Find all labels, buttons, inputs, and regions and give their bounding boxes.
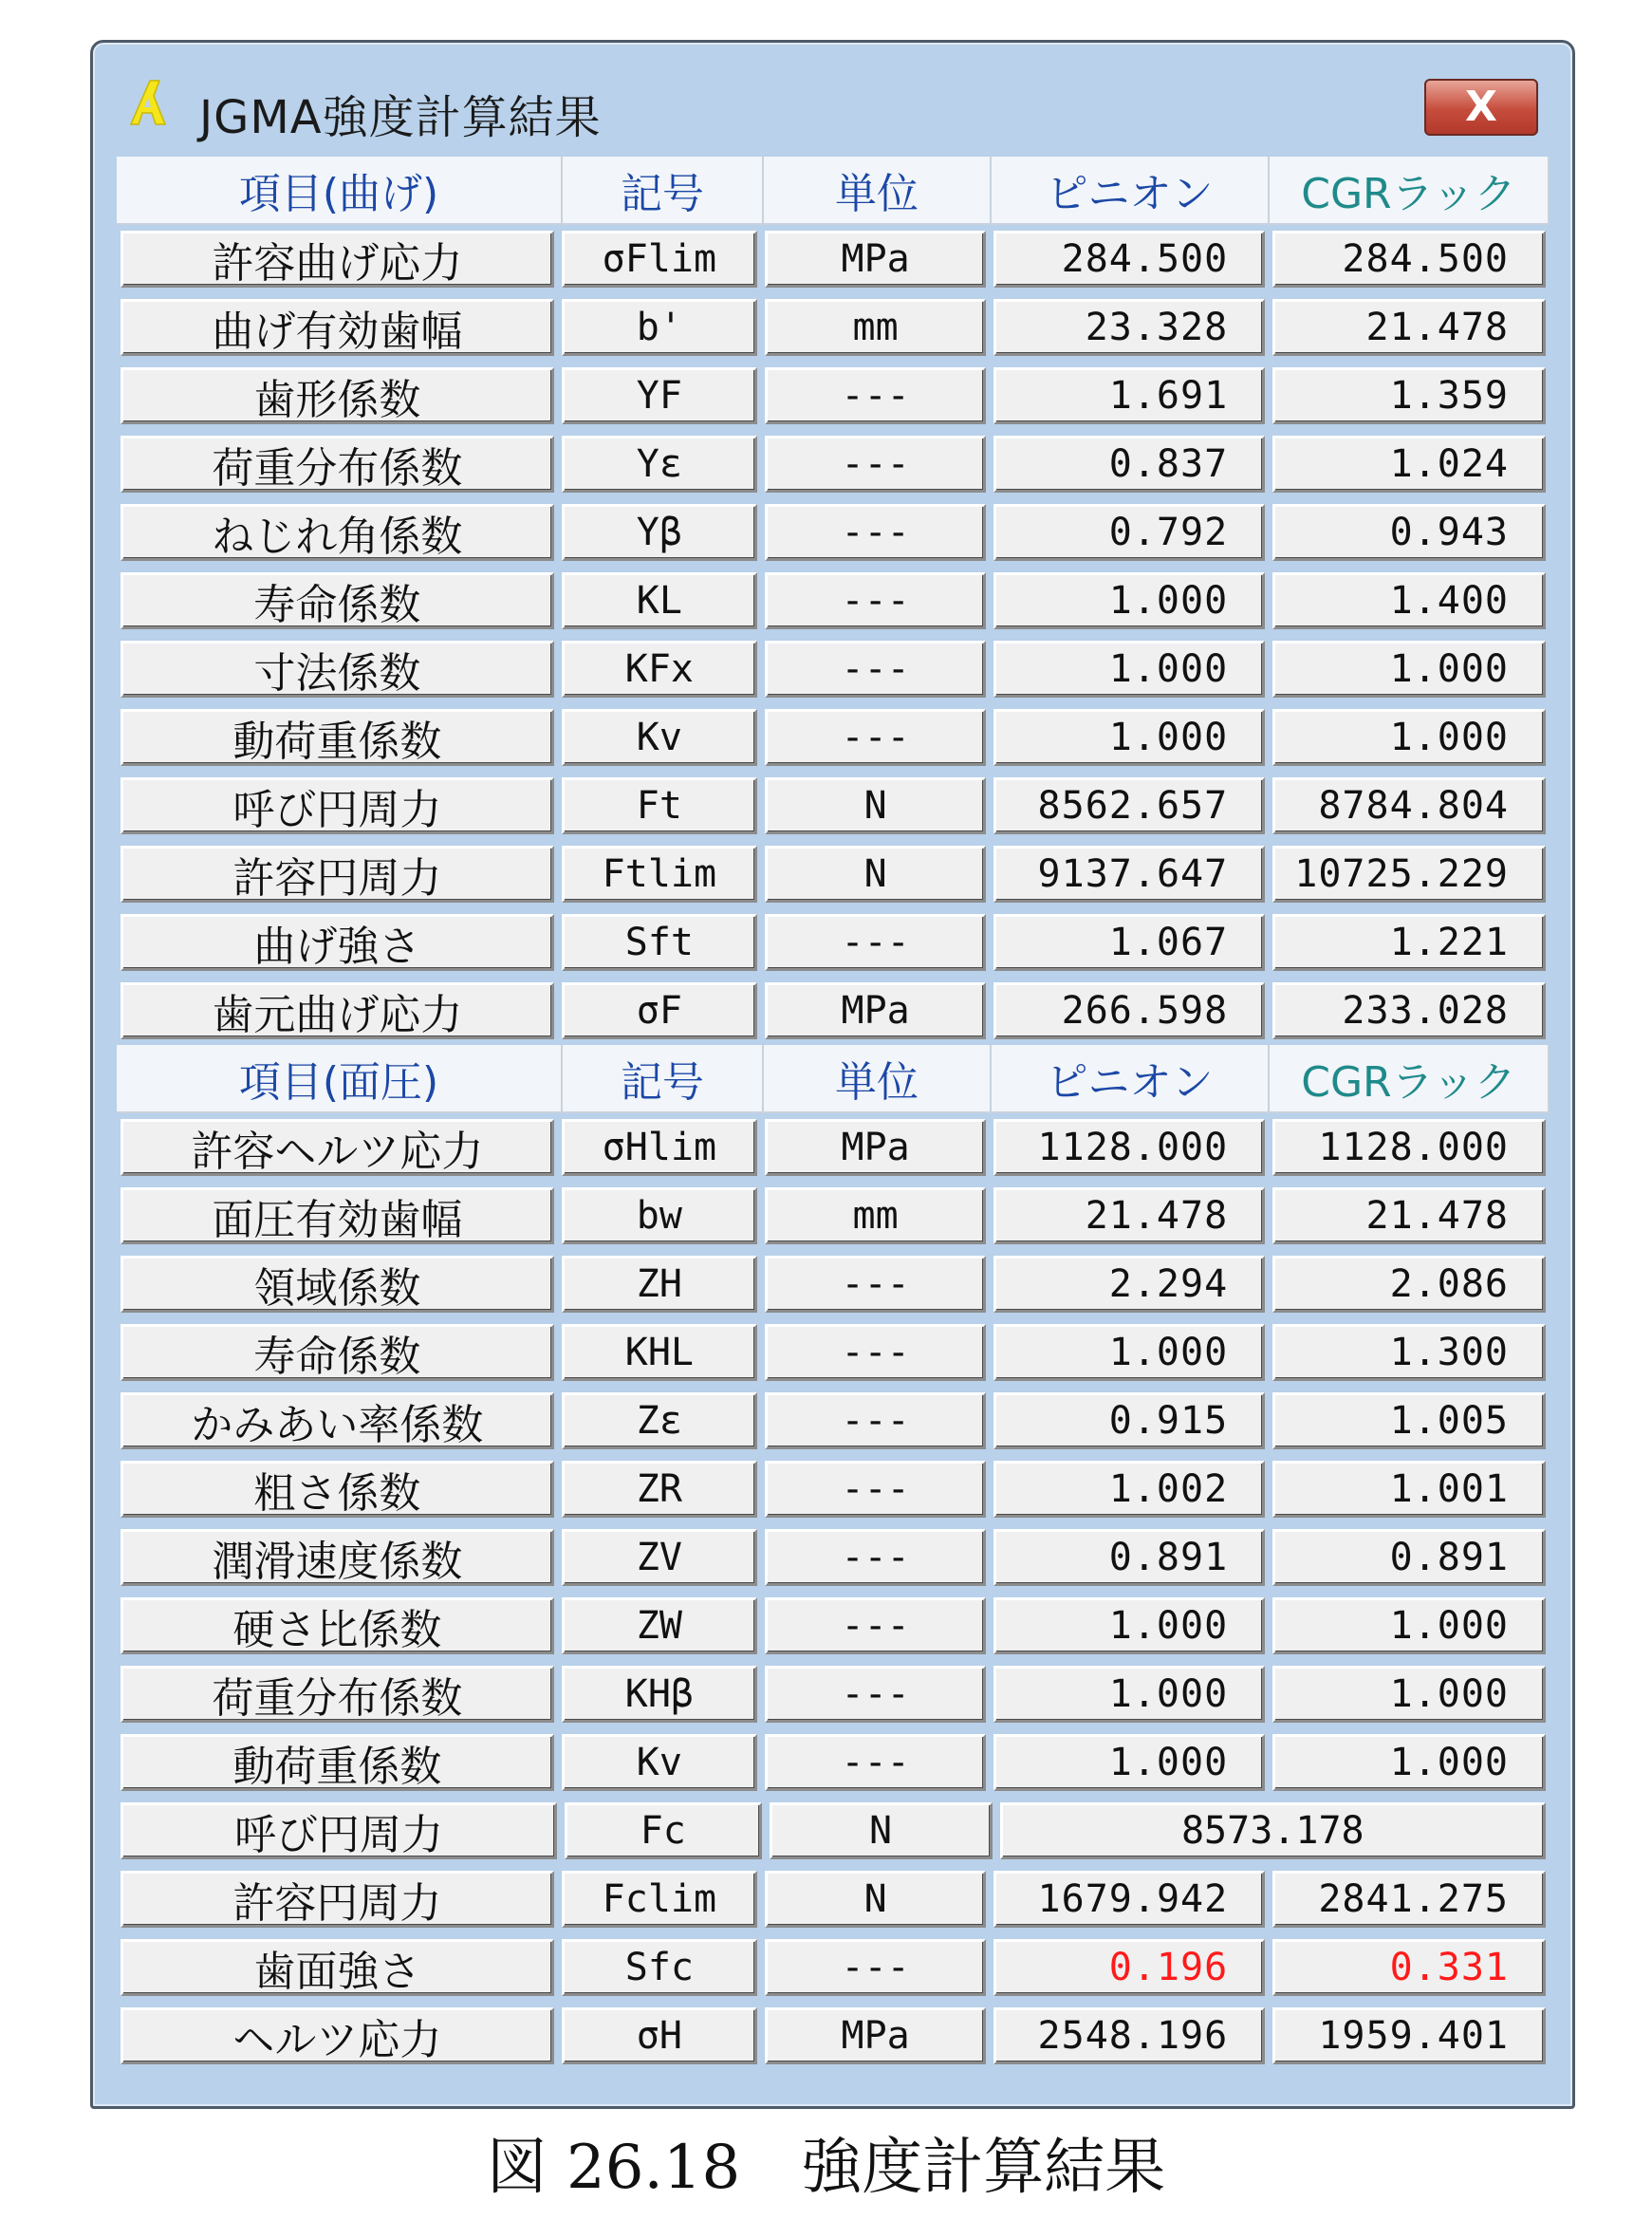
rack-value: 1.000 bbox=[1272, 1597, 1546, 1654]
row-unit: --- bbox=[765, 709, 986, 766]
pinion-value: 0.792 bbox=[993, 504, 1265, 561]
row-item-label: 歯面強さ bbox=[121, 1939, 554, 1996]
rack-value: 1.005 bbox=[1272, 1392, 1546, 1449]
header-rack[interactable]: CGRラック bbox=[1270, 1045, 1550, 1113]
table-row bbox=[117, 1660, 1550, 1728]
row-unit: --- bbox=[765, 504, 986, 561]
row-unit: --- bbox=[765, 641, 986, 698]
row-item-label: 許容ヘルツ応力 bbox=[121, 1119, 554, 1176]
row-unit: --- bbox=[765, 1734, 986, 1791]
rack-value: 1.000 bbox=[1272, 1734, 1546, 1791]
pinion-value: 1.000 bbox=[993, 641, 1265, 698]
rack-value: 1.359 bbox=[1272, 367, 1546, 424]
rack-value: 233.028 bbox=[1272, 982, 1546, 1039]
title-bar bbox=[93, 43, 1572, 155]
pinion-value: 1.000 bbox=[993, 1597, 1265, 1654]
row-item-label: 領域係数 bbox=[121, 1256, 554, 1313]
table-row bbox=[117, 1113, 1550, 1182]
pinion-value: 266.598 bbox=[993, 982, 1265, 1039]
row-unit: MPa bbox=[765, 2007, 986, 2064]
pinion-value: 1.000 bbox=[993, 572, 1265, 629]
header-unit[interactable]: 単位 bbox=[764, 1045, 992, 1113]
row-unit: N bbox=[765, 846, 986, 903]
row-item-label: 寸法係数 bbox=[121, 641, 554, 698]
row-item-label: 荷重分布係数 bbox=[121, 436, 554, 493]
figure-caption: 図 26.18 強度計算結果 bbox=[486, 2133, 1166, 2203]
row-symbol: ZW bbox=[562, 1597, 757, 1654]
row-item-label: 曲げ有効歯幅 bbox=[121, 299, 554, 356]
row-item-label: 動荷重係数 bbox=[121, 709, 554, 766]
pinion-value: 0.837 bbox=[993, 436, 1265, 493]
row-symbol: Ftlim bbox=[562, 846, 757, 903]
header-pinion[interactable]: ピニオン bbox=[992, 157, 1270, 225]
bending-header-row bbox=[117, 157, 1550, 225]
table-row bbox=[117, 977, 1550, 1045]
table-row bbox=[117, 1523, 1550, 1592]
row-symbol: Kv bbox=[562, 1734, 757, 1791]
rack-value: 1.000 bbox=[1272, 1666, 1546, 1723]
table-row bbox=[117, 1933, 1550, 2002]
pinion-value: 8562.657 bbox=[993, 777, 1265, 834]
row-symbol: Ft bbox=[562, 777, 757, 834]
header-rack[interactable]: CGRラック bbox=[1270, 157, 1550, 225]
row-item-label: 曲げ強さ bbox=[121, 914, 554, 971]
rack-value: 1.024 bbox=[1272, 436, 1546, 493]
row-unit: --- bbox=[765, 367, 986, 424]
row-symbol: σFlim bbox=[562, 231, 757, 288]
rack-value: 1.000 bbox=[1272, 641, 1546, 698]
row-unit: --- bbox=[765, 1529, 986, 1586]
window-title: JGMA強度計算結果 bbox=[199, 91, 602, 144]
row-unit: --- bbox=[765, 1666, 986, 1723]
pinion-value: 1.000 bbox=[993, 1666, 1265, 1723]
rack-value: 1.400 bbox=[1272, 572, 1546, 629]
row-item-label: ねじれ角係数 bbox=[121, 504, 554, 561]
row-symbol: Fc bbox=[565, 1802, 762, 1859]
rack-value: 1959.401 bbox=[1272, 2007, 1546, 2064]
row-unit: MPa bbox=[765, 1119, 986, 1176]
rack-value: 10725.229 bbox=[1272, 846, 1546, 903]
pinion-value: 21.478 bbox=[993, 1187, 1265, 1244]
row-item-label: 潤滑速度係数 bbox=[121, 1529, 554, 1586]
pinion-value: 2.294 bbox=[993, 1256, 1265, 1313]
pinion-value: 2548.196 bbox=[993, 2007, 1265, 2064]
table-row bbox=[117, 635, 1550, 703]
close-button[interactable] bbox=[1424, 79, 1538, 136]
row-unit: --- bbox=[765, 1597, 986, 1654]
row-symbol: ZR bbox=[562, 1461, 757, 1518]
table-row bbox=[117, 1182, 1550, 1250]
row-symbol: YF bbox=[562, 367, 757, 424]
header-unit[interactable]: 単位 bbox=[764, 157, 992, 225]
row-symbol: KHL bbox=[562, 1324, 757, 1381]
row-unit: --- bbox=[765, 1256, 986, 1313]
row-item-label: 寿命係数 bbox=[121, 1324, 554, 1381]
row-symbol: Fclim bbox=[562, 1871, 757, 1928]
pinion-value: 1.691 bbox=[993, 367, 1265, 424]
rack-value: 1.001 bbox=[1272, 1461, 1546, 1518]
table-row bbox=[117, 908, 1550, 977]
table-row bbox=[117, 772, 1550, 840]
row-item-label: 歯形係数 bbox=[121, 367, 554, 424]
row-symbol: ZV bbox=[562, 1529, 757, 1586]
pinion-value: 9137.647 bbox=[993, 846, 1265, 903]
rack-value: 21.478 bbox=[1272, 1187, 1546, 1244]
table-row bbox=[117, 1797, 1550, 1865]
pinion-value: 284.500 bbox=[993, 231, 1265, 288]
rack-value: 2841.275 bbox=[1272, 1871, 1546, 1928]
row-item-label: 硬さ比係数 bbox=[121, 1597, 554, 1654]
table-row bbox=[117, 1455, 1550, 1523]
table-row bbox=[117, 1387, 1550, 1455]
rack-value: 284.500 bbox=[1272, 231, 1546, 288]
row-symbol: Sfc bbox=[562, 1939, 757, 1996]
table-row bbox=[117, 430, 1550, 498]
row-item-label: 粗さ係数 bbox=[121, 1461, 554, 1518]
row-symbol: KL bbox=[562, 572, 757, 629]
contact-header-row bbox=[117, 1045, 1550, 1113]
table-row bbox=[117, 225, 1550, 293]
rack-value: 2.086 bbox=[1272, 1256, 1546, 1313]
rack-value: 21.478 bbox=[1272, 299, 1546, 356]
app-logo-icon bbox=[127, 79, 178, 126]
row-symbol: Yβ bbox=[562, 504, 757, 561]
row-item-label: 許容円周力 bbox=[121, 1871, 554, 1928]
row-unit: --- bbox=[765, 1392, 986, 1449]
pinion-value: 1.067 bbox=[993, 914, 1265, 971]
rack-value: 0.331 bbox=[1272, 1939, 1546, 1996]
pinion-value: 1.000 bbox=[993, 1734, 1265, 1791]
table-row bbox=[117, 2002, 1550, 2070]
rack-value: 0.943 bbox=[1272, 504, 1546, 561]
row-item-label: 呼び円周力 bbox=[121, 1802, 557, 1859]
table-row bbox=[117, 1865, 1550, 1933]
close-icon: X bbox=[1465, 83, 1497, 131]
row-item-label: かみあい率係数 bbox=[121, 1392, 554, 1449]
row-item-label: 寿命係数 bbox=[121, 572, 554, 629]
table-row bbox=[117, 840, 1550, 908]
row-unit: --- bbox=[765, 1461, 986, 1518]
row-symbol: Zε bbox=[562, 1392, 757, 1449]
row-item-label: 動荷重係数 bbox=[121, 1734, 554, 1791]
pinion-value: 1.002 bbox=[993, 1461, 1265, 1518]
pinion-value: 1128.000 bbox=[993, 1119, 1265, 1176]
table-row bbox=[117, 567, 1550, 635]
row-unit: --- bbox=[765, 1939, 986, 1996]
row-unit: --- bbox=[765, 914, 986, 971]
row-unit: N bbox=[770, 1802, 993, 1859]
row-symbol: ZH bbox=[562, 1256, 757, 1313]
pinion-value: 1.000 bbox=[993, 1324, 1265, 1381]
row-symbol: Sft bbox=[562, 914, 757, 971]
pinion-value: 23.328 bbox=[993, 299, 1265, 356]
row-unit: mm bbox=[765, 1187, 986, 1244]
row-symbol: Yε bbox=[562, 436, 757, 493]
row-symbol: bw bbox=[562, 1187, 757, 1244]
table-row bbox=[117, 1318, 1550, 1387]
row-symbol: σH bbox=[562, 2007, 757, 2064]
table-row bbox=[117, 293, 1550, 362]
row-unit: --- bbox=[765, 436, 986, 493]
row-item-label: 許容円周力 bbox=[121, 846, 554, 903]
row-unit: --- bbox=[765, 1324, 986, 1381]
header-symbol[interactable]: 記号 bbox=[563, 157, 764, 225]
header-symbol[interactable]: 記号 bbox=[563, 1045, 764, 1113]
header-item[interactable]: 項目(曲げ) bbox=[117, 157, 563, 225]
header-pinion[interactable]: ピニオン bbox=[992, 1045, 1270, 1113]
row-unit: MPa bbox=[765, 982, 986, 1039]
rack-value: 8784.804 bbox=[1272, 777, 1546, 834]
row-unit: mm bbox=[765, 299, 986, 356]
row-item-label: 荷重分布係数 bbox=[121, 1666, 554, 1723]
row-item-label: 許容曲げ応力 bbox=[121, 231, 554, 288]
row-symbol: σF bbox=[562, 982, 757, 1039]
pinion-value: 1.000 bbox=[993, 709, 1265, 766]
row-item-label: 呼び円周力 bbox=[121, 777, 554, 834]
pinion-value: 0.915 bbox=[993, 1392, 1265, 1449]
table-row bbox=[117, 1250, 1550, 1318]
rack-value: 0.891 bbox=[1272, 1529, 1546, 1586]
rack-value: 1128.000 bbox=[1272, 1119, 1546, 1176]
row-item-label: 面圧有効歯幅 bbox=[121, 1187, 554, 1244]
table-row bbox=[117, 1728, 1550, 1797]
pinion-value: 0.891 bbox=[993, 1529, 1265, 1586]
table-row bbox=[117, 703, 1550, 772]
result-window bbox=[90, 40, 1575, 2109]
table-row bbox=[117, 362, 1550, 430]
row-item-label: 歯元曲げ応力 bbox=[121, 982, 554, 1039]
table-row bbox=[117, 1592, 1550, 1660]
row-symbol: b' bbox=[562, 299, 757, 356]
row-symbol: KHβ bbox=[562, 1666, 757, 1723]
row-unit: MPa bbox=[765, 231, 986, 288]
shared-value: 8573.178 bbox=[1000, 1802, 1546, 1859]
rack-value: 1.000 bbox=[1272, 709, 1546, 766]
row-item-label: ヘルツ応力 bbox=[121, 2007, 554, 2064]
row-symbol: KFx bbox=[562, 641, 757, 698]
row-unit: N bbox=[765, 777, 986, 834]
header-item[interactable]: 項目(面圧) bbox=[117, 1045, 563, 1113]
pinion-value: 0.196 bbox=[993, 1939, 1265, 1996]
row-unit: N bbox=[765, 1871, 986, 1928]
rack-value: 1.300 bbox=[1272, 1324, 1546, 1381]
table-row bbox=[117, 498, 1550, 567]
results-table bbox=[117, 157, 1550, 2070]
row-unit: --- bbox=[765, 572, 986, 629]
row-symbol: σHlim bbox=[562, 1119, 757, 1176]
pinion-value: 1679.942 bbox=[993, 1871, 1265, 1928]
rack-value: 1.221 bbox=[1272, 914, 1546, 971]
row-symbol: Kv bbox=[562, 709, 757, 766]
